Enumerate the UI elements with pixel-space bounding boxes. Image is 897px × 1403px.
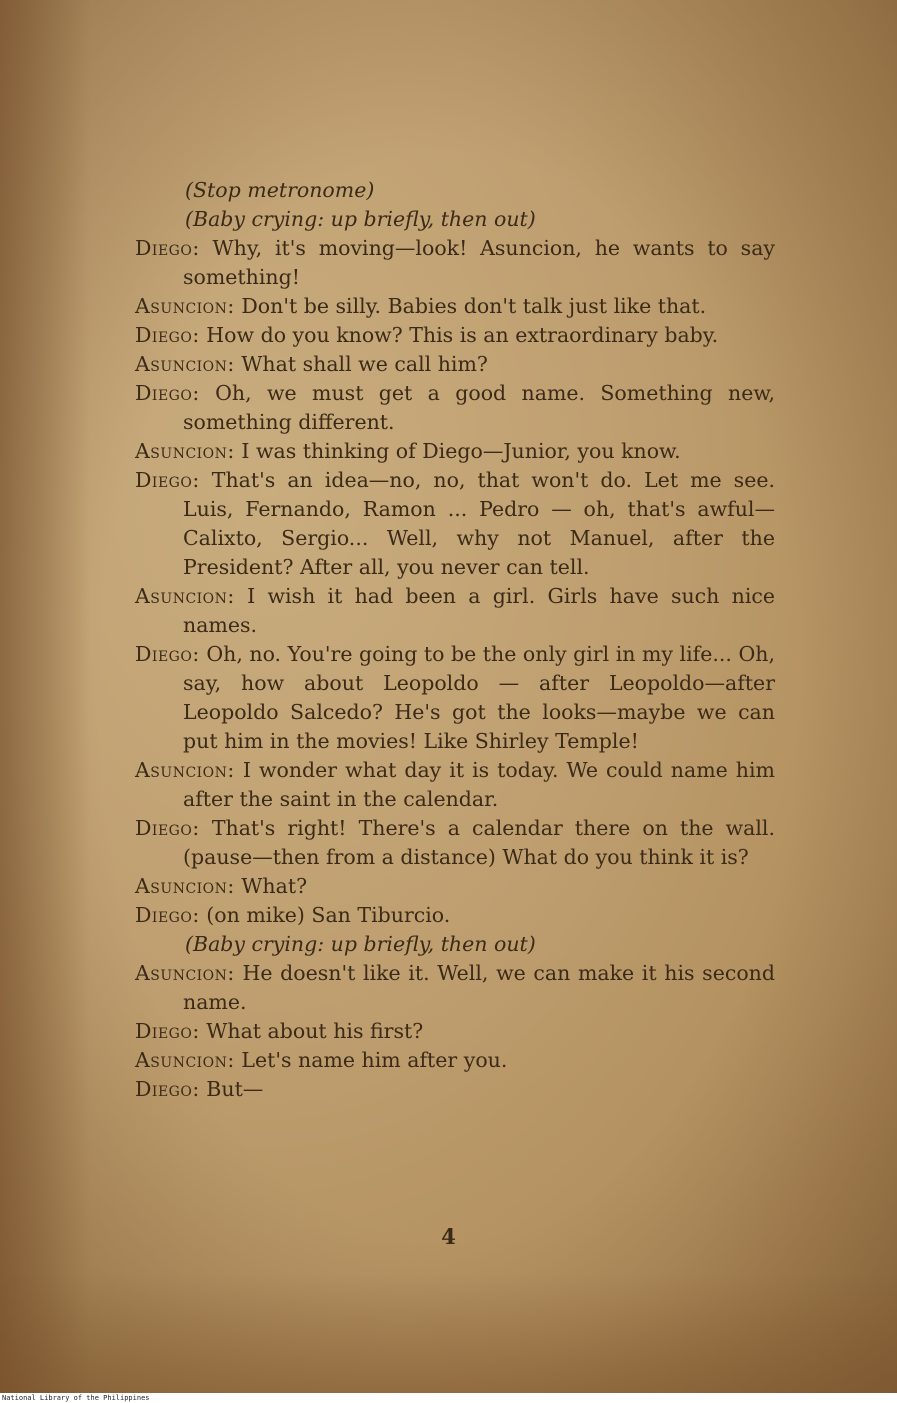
- speech-text: What shall we call him?: [241, 352, 488, 376]
- speech-text: I wonder what day it is today. We could name him after the saint in the calendar.: [183, 758, 775, 811]
- dialogue-line: [135, 582, 775, 640]
- speaker-name: Diego:: [135, 236, 200, 260]
- speech-text: That's right! There's a calendar there on the wall. (pause—then from a distance) What do you think it is?: [183, 816, 775, 869]
- dialogue-line: [135, 466, 775, 582]
- speaker-name: Diego:: [135, 816, 200, 840]
- speech-text: How do you know? This is an extraordinary baby.: [206, 323, 719, 347]
- stage-direction: [135, 176, 775, 205]
- speech-text: But—: [206, 1077, 264, 1101]
- dialogue-line: [135, 1046, 775, 1075]
- stage-direction: [135, 205, 775, 234]
- speaker-name: Asuncion:: [135, 352, 235, 376]
- speech-text: Oh, no. You're going to be the only girl in my life... Oh, say, how about Leopoldo — after Leopoldo—after Leopoldo Salcedo? He's got the looks—maybe we can put him in the movies! Like Shirley Temple!: [183, 642, 775, 753]
- speech-text: He doesn't like it. Well, we can make it his second name.: [183, 961, 775, 1014]
- speaker-name: Asuncion:: [135, 874, 235, 898]
- dialogue-line: [135, 814, 775, 872]
- dialogue-line: [135, 234, 775, 292]
- page-number: 4: [441, 1224, 456, 1249]
- speaker-name: Diego:: [135, 468, 200, 492]
- direction-text: (Baby crying: up briefly, then out): [185, 207, 536, 231]
- speech-text: That's an idea—no, no, that won't do. Let me see. Luis, Fernando, Ramon ... Pedro — oh, that's awful—Calixto, Sergio... Well, why not Manuel, after the President? After all, you never can tell.: [183, 468, 775, 579]
- dialogue-line: [135, 756, 775, 814]
- speaker-name: Asuncion:: [135, 961, 235, 985]
- speaker-name: Diego:: [135, 903, 200, 927]
- speaker-name: Asuncion:: [135, 758, 235, 782]
- dialogue-line: [135, 901, 775, 930]
- dialogue-line: [135, 1075, 775, 1104]
- dialogue-line: [135, 350, 775, 379]
- speaker-name: Diego:: [135, 381, 200, 405]
- speaker-name: Asuncion:: [135, 439, 235, 463]
- speech-text: Let's name him after you.: [241, 1048, 508, 1072]
- dialogue-line: [135, 321, 775, 350]
- dialogue-line: [135, 292, 775, 321]
- speech-text: What about his first?: [206, 1019, 424, 1043]
- dialogue-line: [135, 959, 775, 1017]
- dialogue-line: [135, 640, 775, 756]
- speaker-name: Asuncion:: [135, 294, 235, 318]
- dialogue-line: [135, 379, 775, 437]
- speech-text: Oh, we must get a good name. Something new, something different.: [183, 381, 775, 434]
- speaker-name: Asuncion:: [135, 1048, 235, 1072]
- direction-text: (Stop metronome): [185, 178, 375, 202]
- direction-text: (Baby crying: up briefly, then out): [185, 932, 536, 956]
- dialogue-line: [135, 1017, 775, 1046]
- speech-text: What?: [241, 874, 308, 898]
- script-text: [135, 176, 775, 1104]
- speech-text: Why, it's moving—look! Asuncion, he wants to say something!: [183, 236, 775, 289]
- speech-text: I wish it had been a girl. Girls have such nice names.: [183, 584, 775, 637]
- speaker-name: Asuncion:: [135, 584, 235, 608]
- dialogue-line: [135, 437, 775, 466]
- speaker-name: Diego:: [135, 642, 200, 666]
- speaker-name: Diego:: [135, 1077, 200, 1101]
- dialogue-line: [135, 872, 775, 901]
- stage-direction: [135, 930, 775, 959]
- speaker-name: Diego:: [135, 1019, 200, 1043]
- library-footer: National Library of the Philippines: [2, 1394, 150, 1402]
- speech-text: Don't be silly. Babies don't talk just like that.: [241, 294, 707, 318]
- speech-text: (on mike) San Tiburcio.: [206, 903, 451, 927]
- speech-text: I was thinking of Diego—Junior, you know.: [241, 439, 681, 463]
- speaker-name: Diego:: [135, 323, 200, 347]
